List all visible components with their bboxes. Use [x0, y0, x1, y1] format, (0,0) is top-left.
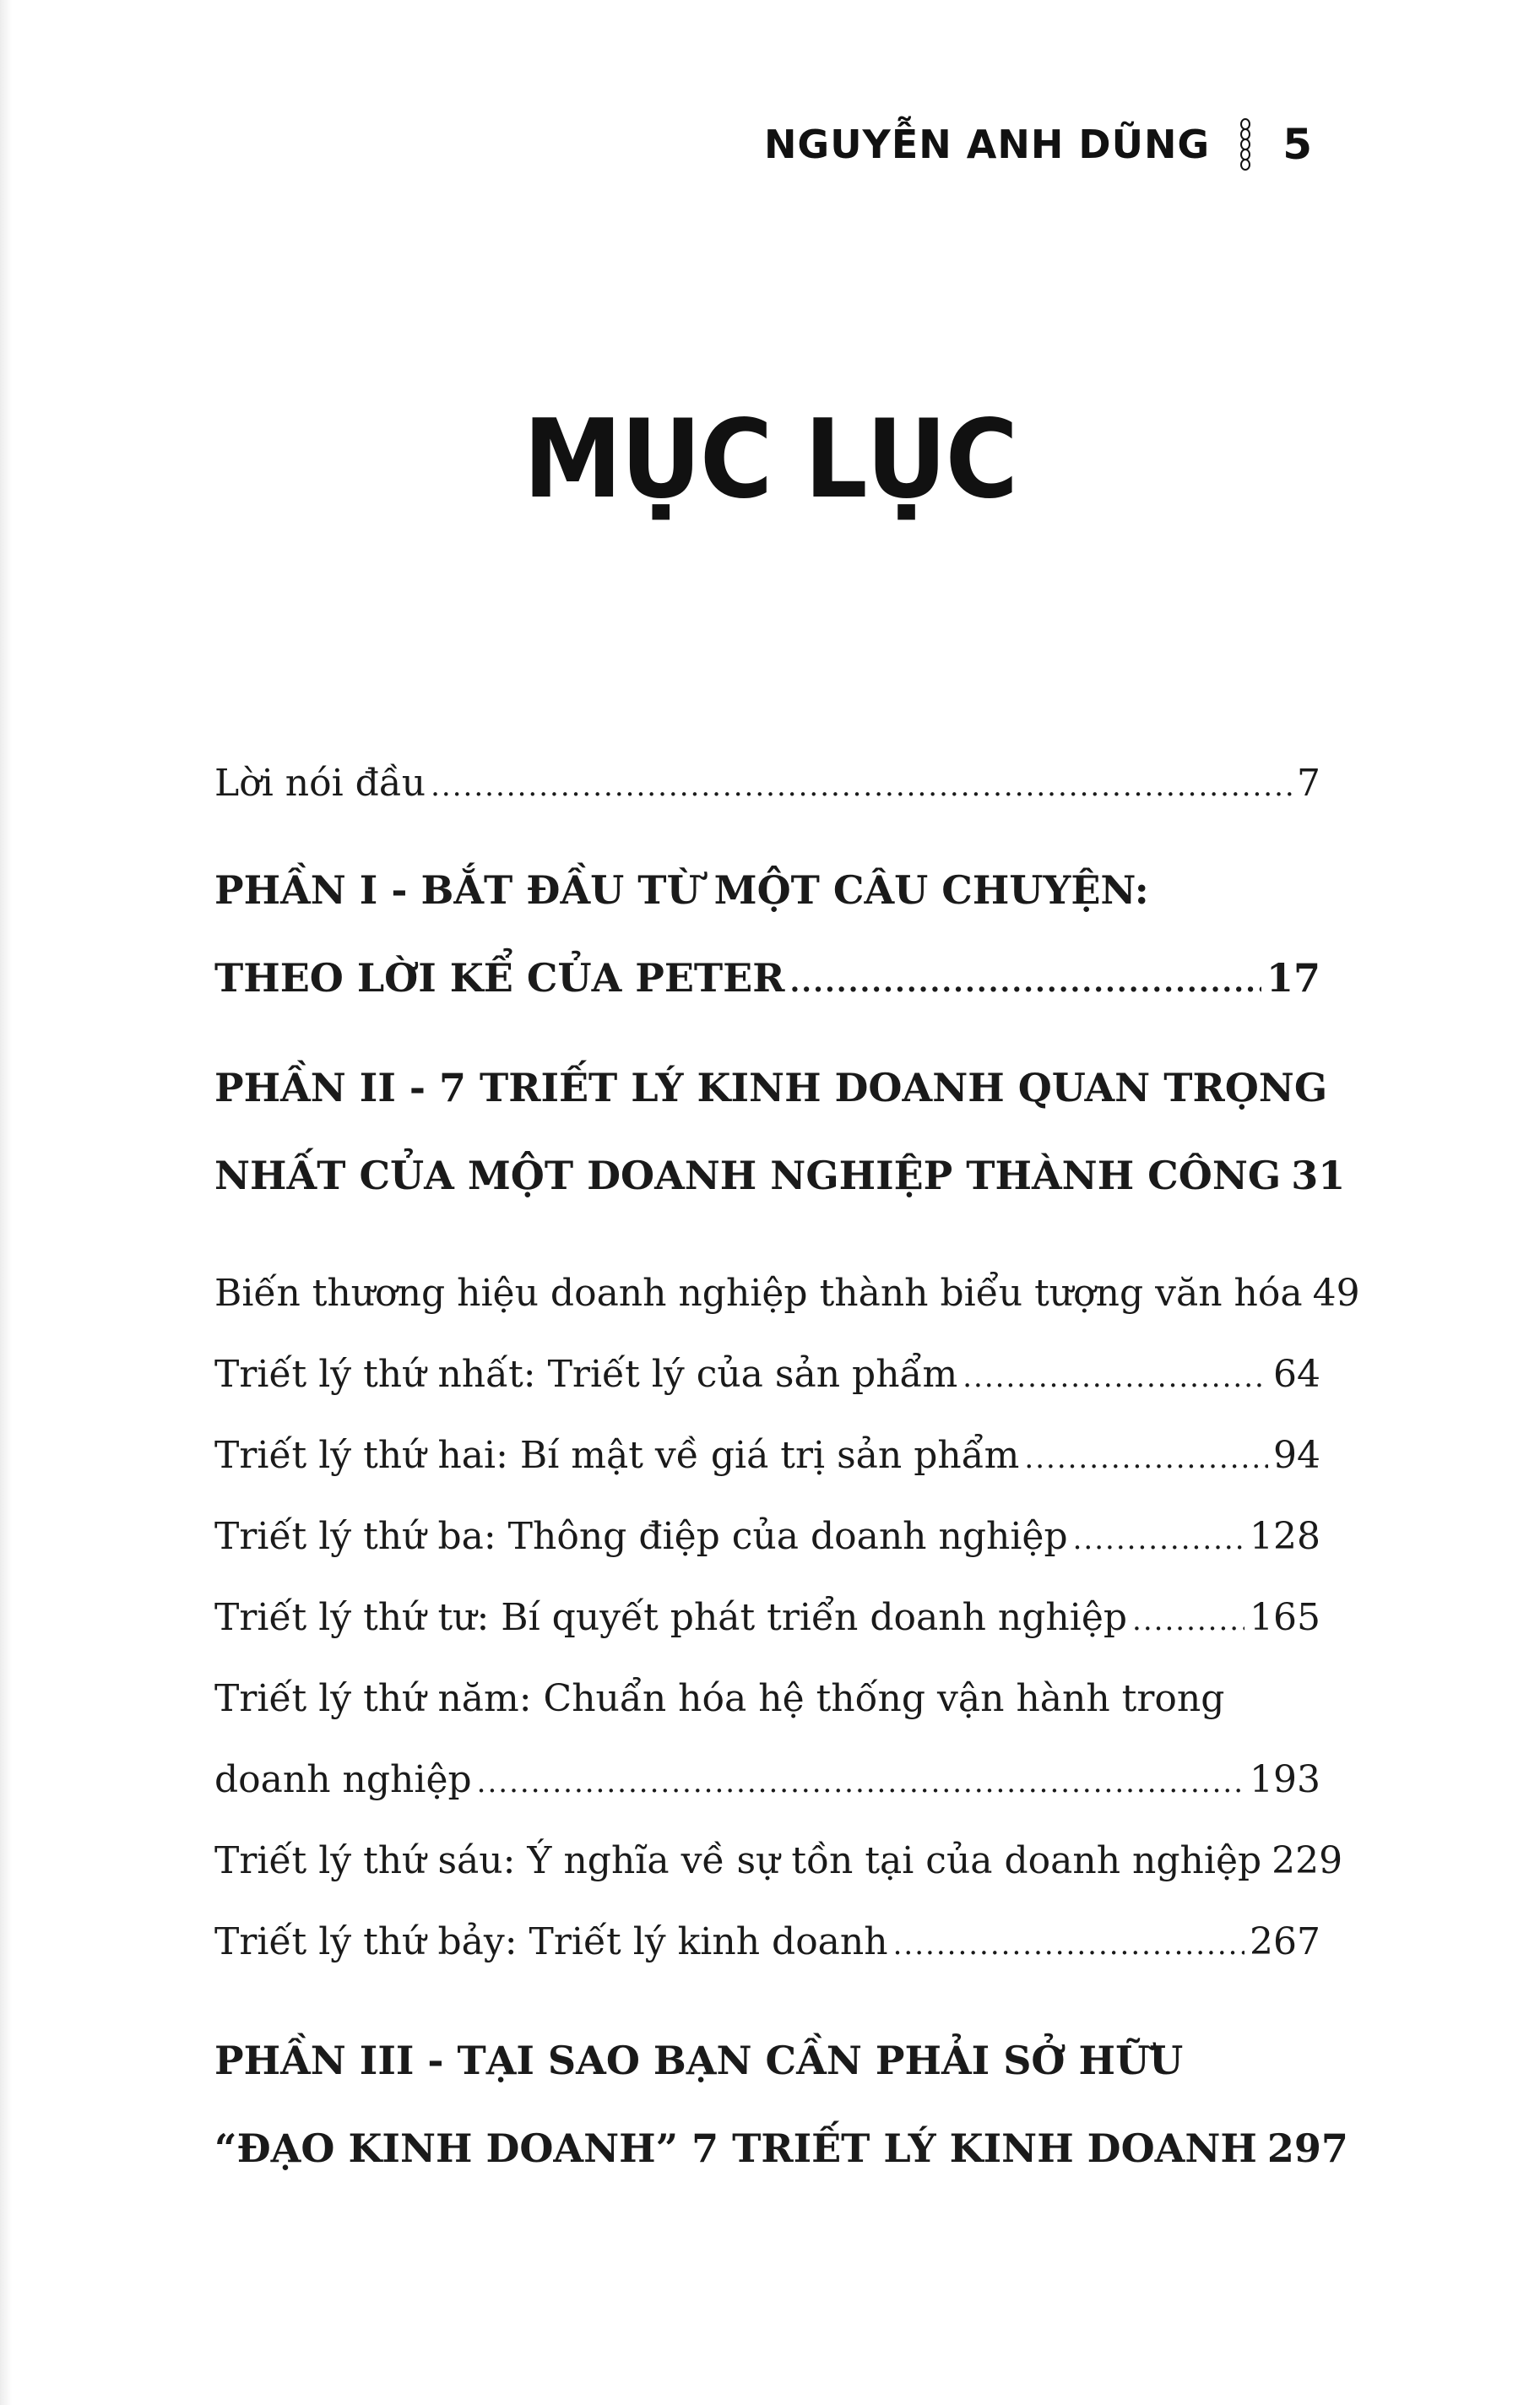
toc-chapter-7[interactable] [214, 1902, 1320, 1983]
toc-chapter-0[interactable] [214, 1253, 1360, 1334]
toc-entry-page: 165 [1250, 1596, 1320, 1639]
running-header [764, 115, 1312, 174]
toc-part-title: THEO LỜI KỂ CỦA PETER [214, 955, 785, 1001]
toc-part2-line1[interactable] [214, 1044, 1328, 1132]
toc-entry-page: 49 [1312, 1272, 1360, 1315]
dot-leader [1132, 1580, 1244, 1661]
toc-part1-line1[interactable] [214, 846, 1320, 934]
dot-leader [477, 1742, 1244, 1823]
page-gutter [0, 0, 12, 2405]
toc-entry-page: 64 [1273, 1353, 1320, 1396]
toc-entry-label: Triết lý thứ ba: Thông điệp của doanh nghiệp [214, 1515, 1068, 1558]
toc-entry-label: Triết lý thứ hai: Bí mật về giá trị sản phẩm [214, 1434, 1020, 1477]
toc-chapter-3[interactable] [214, 1496, 1320, 1577]
table-of-contents [214, 743, 1360, 2192]
dot-leader [962, 1337, 1268, 1418]
toc-chapter-5-line2[interactable] [214, 1740, 1320, 1821]
dot-leader [1024, 1418, 1268, 1499]
toc-part-title: PHẦN II - 7 TRIẾT LÝ KINH DOANH QUAN TRỌNG [214, 1065, 1328, 1110]
toc-part1-line2[interactable] [214, 934, 1320, 1022]
toc-entry-label: Triết lý thứ tư: Bí quyết phát triển doanh nghiệp [214, 1596, 1128, 1639]
toc-entry-page: 128 [1250, 1515, 1320, 1558]
toc-part3-line1[interactable] [214, 2017, 1320, 2104]
toc-chapter-6[interactable] [214, 1821, 1343, 1902]
toc-entry-page: 17 [1266, 955, 1320, 1001]
toc-entry-page: 267 [1250, 1920, 1320, 1963]
toc-entry-label: Triết lý thứ nhất: Triết lý của sản phẩm [214, 1353, 958, 1396]
toc-entry-page: 297 [1266, 2125, 1348, 2171]
header-author: NGUYỄN ANH DŨNG [763, 122, 1211, 167]
toc-part-title: PHẦN I - BẮT ĐẦU TỪ MỘT CÂU CHUYỆN: [214, 867, 1149, 913]
toc-entry-label: Triết lý thứ bảy: Triết lý kinh doanh [214, 1920, 888, 1963]
dot-leader [1073, 1499, 1244, 1580]
toc-entry-label: doanh nghiệp [214, 1758, 472, 1801]
toc-part-title: PHẦN III - TẠI SAO BẠN CẦN PHẢI SỞ HỮU [214, 2038, 1184, 2083]
dot-leader [431, 746, 1292, 827]
dot-leader [893, 1904, 1244, 1985]
dot-leader [789, 938, 1261, 1026]
toc-part2-line2[interactable] [214, 1132, 1346, 1219]
toc-entry-page: 193 [1250, 1758, 1320, 1801]
toc-chapter-4[interactable] [214, 1577, 1320, 1659]
toc-part3-line2[interactable] [214, 2104, 1348, 2192]
toc-part-title: NHẤT CỦA MỘT DOANH NGHIỆP THÀNH CÔNG [214, 1153, 1282, 1198]
toc-entry-label: Biến thương hiệu doanh nghiệp thành biểu tượng văn hóa [214, 1272, 1303, 1315]
toc-part-title: “ĐẠO KINH DOANH” 7 TRIẾT LÝ KINH DOANH [214, 2125, 1257, 2171]
toc-entry-page: 7 [1297, 762, 1320, 805]
page-title: MỤC LỤC [523, 397, 1017, 523]
toc-chapter-1[interactable] [214, 1334, 1320, 1415]
toc-entry-label: Triết lý thứ năm: Chuẩn hóa hệ thống vận hành trong [214, 1677, 1225, 1720]
toc-chapter-2[interactable] [214, 1415, 1320, 1496]
toc-entry-page: 229 [1272, 1839, 1343, 1882]
toc-entry-page: 94 [1273, 1434, 1320, 1477]
toc-chapter-5-line1[interactable] [214, 1659, 1320, 1740]
toc-entry-preface[interactable] [214, 743, 1320, 824]
toc-entry-label: Triết lý thứ sáu: Ý nghĩa về sự tồn tại của doanh nghiệp [214, 1839, 1262, 1882]
toc-entry-page: 31 [1291, 1153, 1346, 1198]
toc-entry-label: Lời nói đầu [214, 762, 426, 805]
chain-ornament-icon [1235, 117, 1255, 171]
header-page-number: 5 [1282, 120, 1312, 169]
